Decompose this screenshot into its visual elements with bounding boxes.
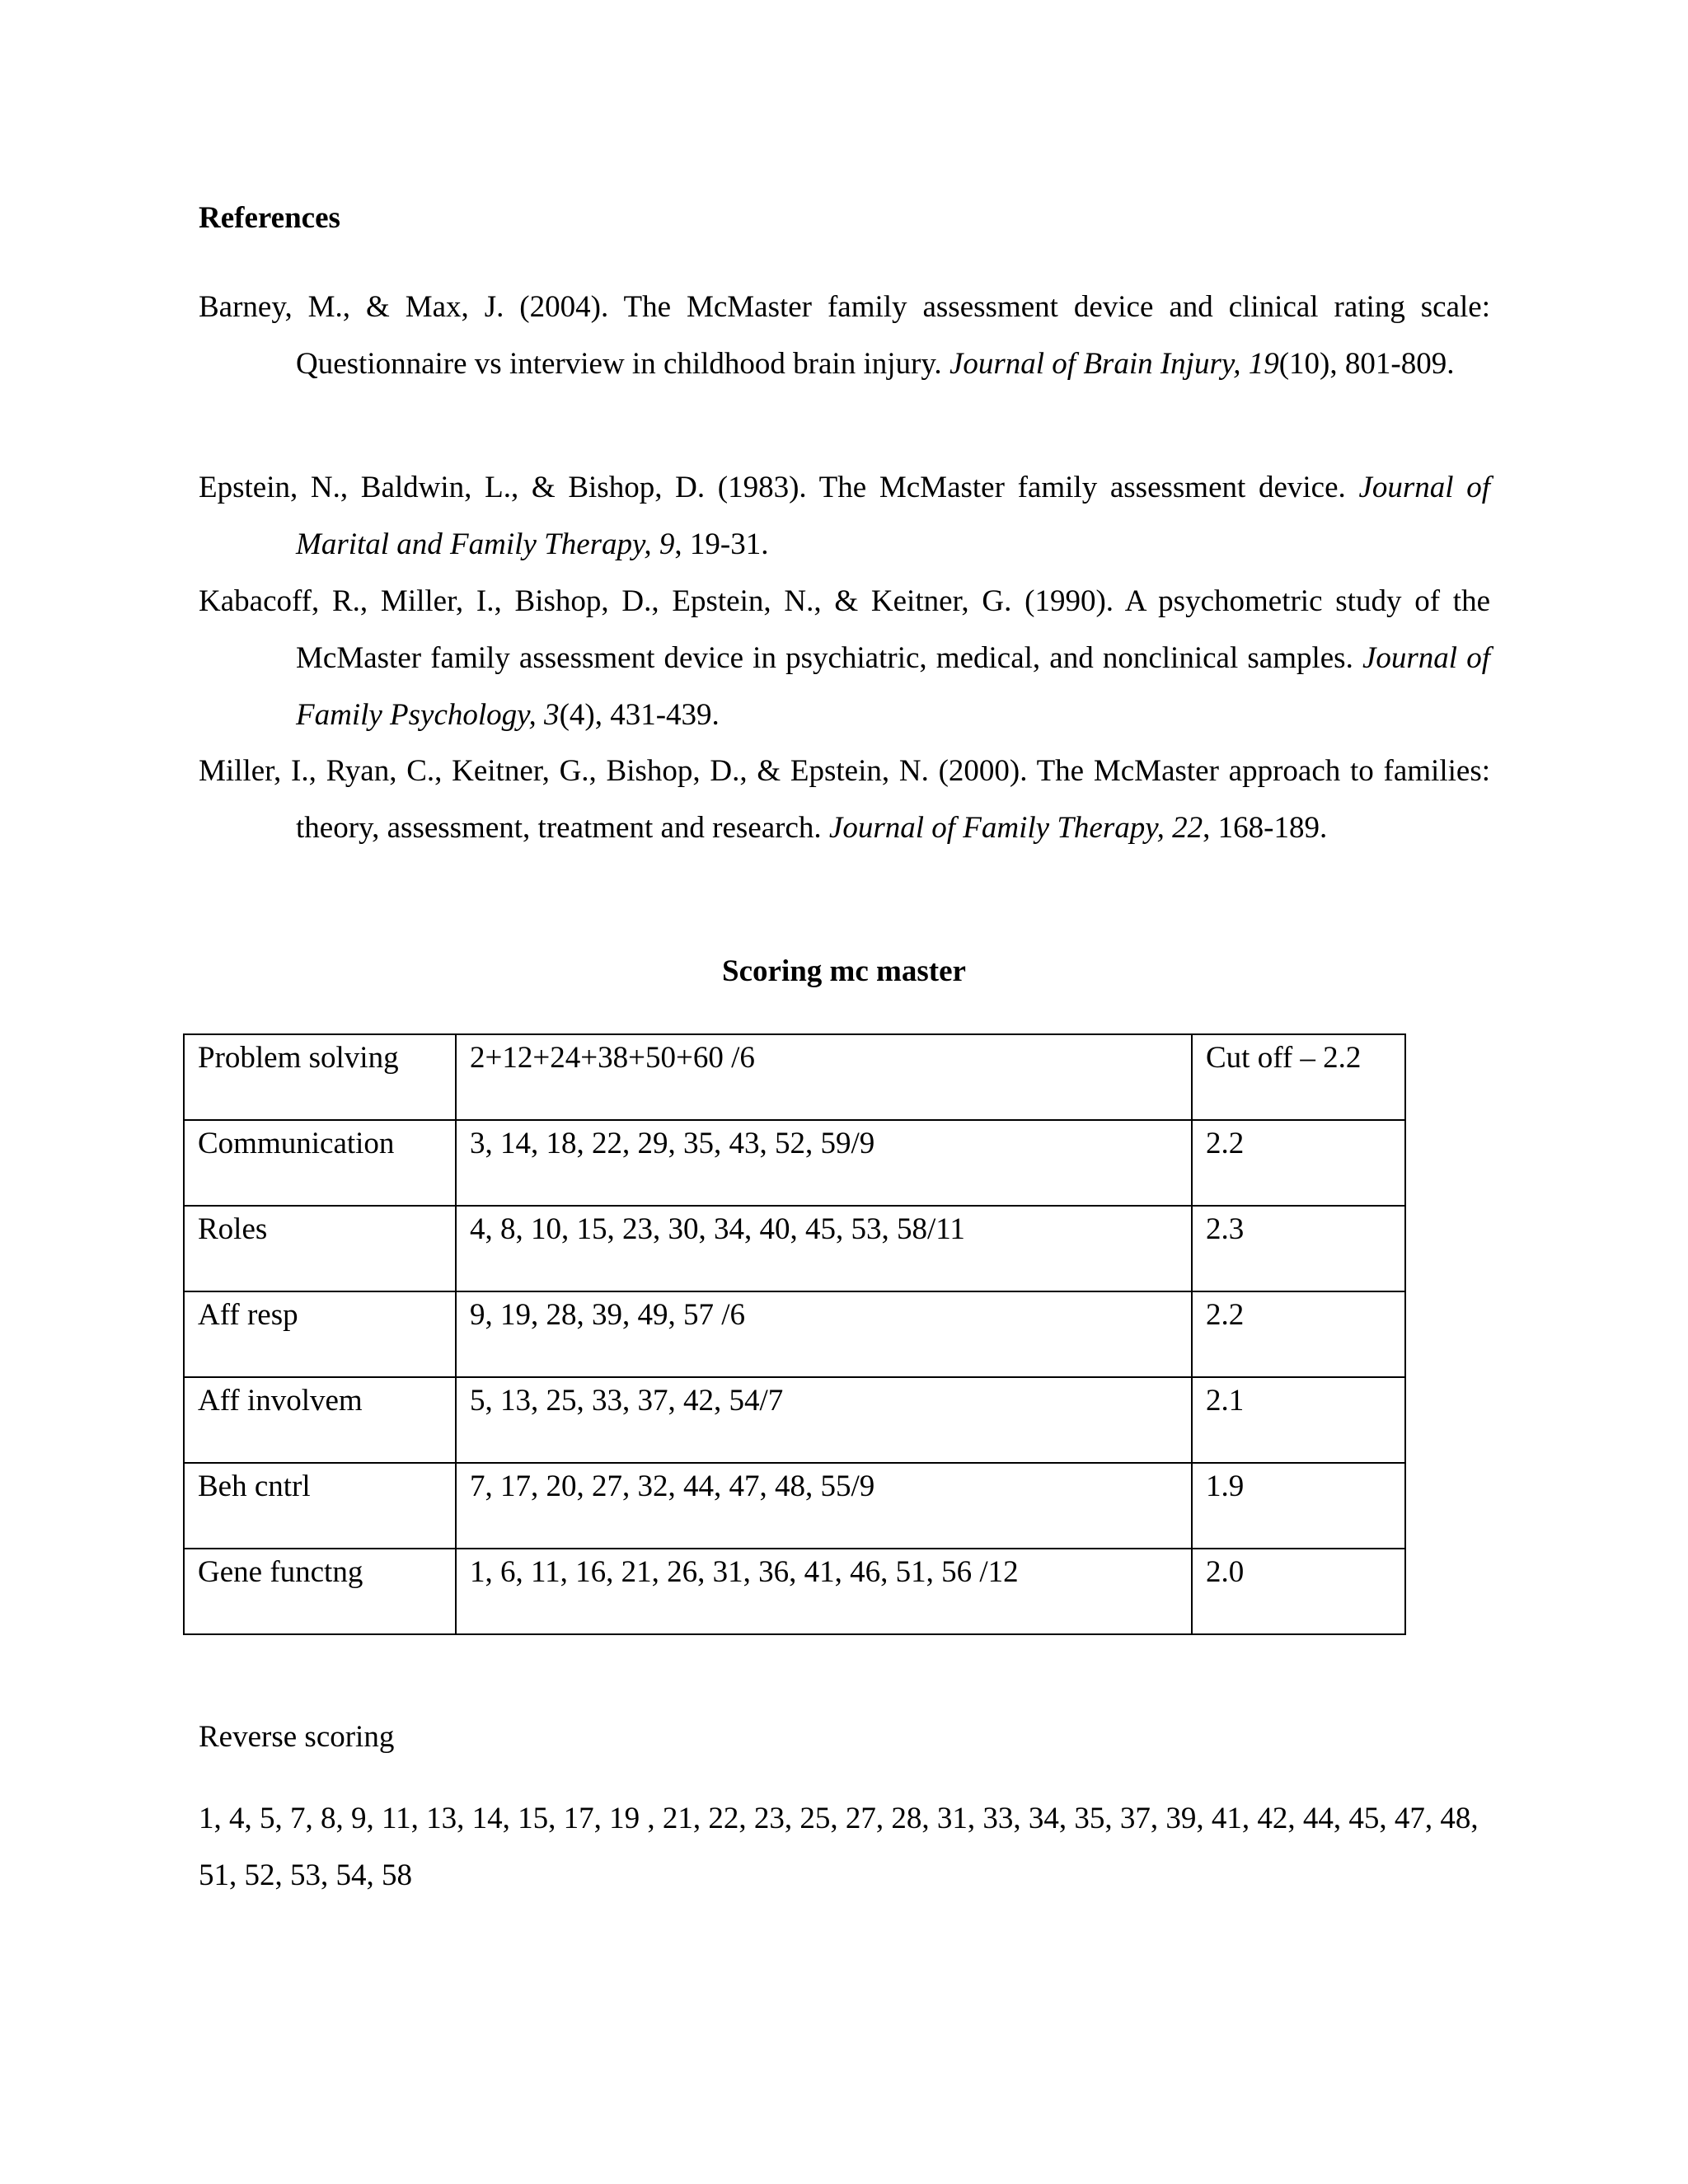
- reference-volume: 19: [1248, 347, 1279, 381]
- scale-items-cell: 9, 19, 28, 39, 49, 57 /6: [456, 1291, 1192, 1377]
- scale-name-cell: Communication: [184, 1120, 456, 1206]
- scoring-table-title: Scoring mc master: [722, 954, 966, 988]
- reference-journal: Journal of Marital and Family Therapy, 9: [296, 471, 1491, 561]
- cutoff-cell: 2.3: [1192, 1206, 1405, 1291]
- scoring-table: [183, 1033, 1406, 1635]
- reference-pages: , 168-189.: [1203, 811, 1328, 845]
- reference-entry: [199, 573, 1490, 743]
- scale-name-cell: Gene functng: [184, 1549, 456, 1634]
- reference-journal: Journal of Family Psychology, 3: [296, 641, 1491, 732]
- table-row: [184, 1034, 1405, 1120]
- table-row: [184, 1120, 1405, 1206]
- reference-entry: [199, 279, 1490, 392]
- scale-items-cell: 4, 8, 10, 15, 23, 30, 34, 40, 45, 53, 58/11: [456, 1206, 1192, 1291]
- cutoff-cell: 2.2: [1192, 1120, 1405, 1206]
- table-row: [184, 1291, 1405, 1377]
- scale-items-cell: 2+12+24+38+50+60 /6: [456, 1034, 1192, 1120]
- scale-name-cell: Roles: [184, 1206, 456, 1291]
- scale-name-cell: Aff involvem: [184, 1377, 456, 1463]
- reference-citation: Barney, M., & Max, J. (2004). The McMaster family assessment device and clinical rating scale: Questionnaire vs interview in childhood brain injury.: [199, 290, 1490, 381]
- scale-items-cell: 1, 6, 11, 16, 21, 26, 31, 36, 41, 46, 51, 56 /12: [456, 1549, 1192, 1634]
- reference-citation: Epstein, N., Baldwin, L., & Bishop, D. (1983). The McMaster family assessment device.: [199, 471, 1346, 504]
- scale-items-cell: 7, 17, 20, 27, 32, 44, 47, 48, 55/9: [456, 1463, 1192, 1549]
- reference-pages: , 19-31.: [674, 527, 769, 561]
- reference-citation: Kabacoff, R., Miller, I., Bishop, D., Epstein, N., & Keitner, G. (1990). A psychometric study of the McMaster family assessment device in psychiatric, medical, and nonclinical samples.: [199, 584, 1490, 675]
- table-row: [184, 1463, 1405, 1549]
- references-heading: References: [199, 201, 340, 235]
- table-row: [184, 1549, 1405, 1634]
- reference-citation: Miller, I., Ryan, C., Keitner, G., Bishop, D., & Epstein, N. (2000). The McMaster approach to families: theory, assessment, treatment and research.: [199, 754, 1490, 845]
- cutoff-cell: 2.0: [1192, 1549, 1405, 1634]
- reverse-scoring-items: 1, 4, 5, 7, 8, 9, 11, 13, 14, 15, 17, 19 , 21, 22, 23, 25, 27, 28, 31, 33, 34, 35, 37, 39, 41, 42, 44, 45, 47, 48, 51, 52, 53, 54, 58: [199, 1802, 1479, 1892]
- table-row: [184, 1377, 1405, 1463]
- reference-pages: (10), 801-809.: [1278, 347, 1455, 381]
- cutoff-cell: 2.2: [1192, 1291, 1405, 1377]
- reference-pages: (4), 431-439.: [559, 698, 720, 732]
- reference-entry: [199, 459, 1490, 573]
- cutoff-cell: 1.9: [1192, 1463, 1405, 1549]
- scale-name-cell: Problem solving: [184, 1034, 456, 1120]
- scale-items-cell: 3, 14, 18, 22, 29, 35, 43, 52, 59/9: [456, 1120, 1192, 1206]
- reference-entry: [199, 743, 1490, 856]
- cutoff-cell: 2.1: [1192, 1377, 1405, 1463]
- scale-name-cell: Beh cntrl: [184, 1463, 456, 1549]
- scale-name-cell: Aff resp: [184, 1291, 456, 1377]
- table-row: [184, 1206, 1405, 1291]
- reference-journal: Journal of Brain Injury,: [949, 347, 1241, 381]
- reverse-scoring-label: Reverse scoring: [199, 1720, 395, 1754]
- reference-journal: Journal of Family Therapy, 22: [828, 811, 1203, 845]
- cutoff-cell: Cut off – 2.2: [1192, 1034, 1405, 1120]
- scale-items-cell: 5, 13, 25, 33, 37, 42, 54/7: [456, 1377, 1192, 1463]
